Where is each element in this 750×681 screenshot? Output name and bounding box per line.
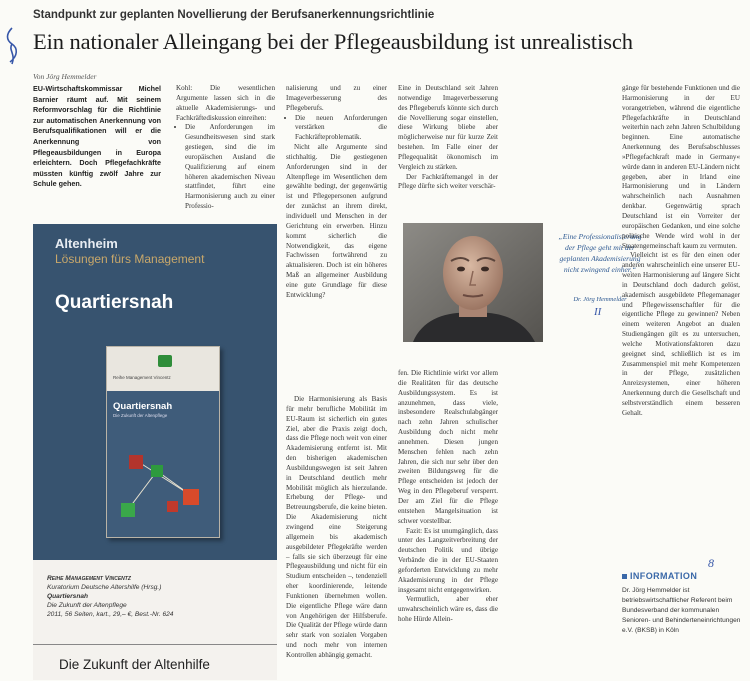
pencil-annotation-end: 8 [708,556,714,570]
cubes-illustration-icon [117,441,209,521]
book-cover-subtitle: Die Zukunft der Altenpflege [113,413,168,418]
kicker: Standpunkt zur geplanten Novellierung der Berufsanerkennungsrichtlinie [33,9,435,21]
headline: Ein nationaler Alleingang bei der Pflegeausbildung ist unrealistisch [33,29,633,54]
paragraph: Fazit: Es ist unumgänglich, dass unter des Langzeitverbreitung der deutschen Politik und übrige Verbände die in der EU-Staaten geforderten Entwicklung zu mehr Akademisierung in der Pflege insgesamt nicht entgegenwirken. [398,526,498,594]
paragraph: gänge für bestehende Funktionen und die Harmonisierung in der EU vorangetrieben, während die eigentliche Pflegefachkräfte in Deutschland weiterhin nach zehn Jahren Schulbildung beginnen. Eine automatische Anerkennung des Berufsabschlusses »Pflegefachkraft made in Germany« würde dann in anderen EU-Ländern nicht gegeben, aber in Irland eine Harmonisierung und in Ländern wahrscheinlich nach Ausnahmen denkbar. Gegenwärtig sprach Deutschland ist ein Vorreiter der europäischen Gedanken, und eine solche politische Wende wird wohl in der Staatengemeinschaft kaum zu vermuten. [622,84,740,250]
book-cover [106,346,220,538]
article-column-4b [398,369,498,625]
portrait-image [403,223,543,342]
book-advertisement[interactable] [33,224,277,680]
pull-quote: „Eine Professionalisierung der Pflege geht mit der geplanten Akademisierung nicht zwingend einher.“ [558,232,642,274]
ad-title: Quartiersnah [55,292,174,313]
ad-details: Reihe Management Vincentz Kuratorium Deutsche Altershilfe (Hrsg.) Quartiersnah Die Zukunft der Altenpflege 2011, 56 Seiten, kart., 29,– €, Best.-Nr. 624 [47,575,174,618]
ad-slogan: Die Zukunft der Altenhilfe [59,657,210,672]
paragraph: Die Harmonisierung als Basis für mehr berufliche Mobilität im EU-Raum ist sicherlich ein gutes Ziel, aber die Praxis zeigt doch, dass die Pflege noch weit von einer Akademisierung entfernt ist. Mit den bisherigen akademischen Ausbildungswegen ist seit Jahren in Deutschland deutlich mehr Mobilität möglich als hierzulande. Erhebung der Pflege- und Betreuungsberufe, die keine bieten. Die Akademisierung nicht zwingend eine Steigerung allgemein bis akademisch ausgebildeter Pflegekräfte werden – falls sie sich überzeugt für eine Pflegeausbildung und nicht für ein Studium entscheiden –, tendenziell eher koordinierende, leitende Funktionen übernehmen wollen. Die eigentliche Pflege wäre dann von Angehörigen der Hilfsberufe. Die Qualität der Pflege würde dann sehr stark von sozialen Vorgaben und noch mehr von internen Kontrollen abhängig gemacht. [286,395,387,659]
paragraph: nalisierung und zu einer Imageverbesserung des Pflegeberufs. [286,84,387,112]
bullet-item: • Die neuen Anforderungen verstärken die Fachkräfteproblematik. [295,114,387,144]
publisher-logo-icon [158,355,172,367]
article-column-2 [176,84,275,212]
paragraph: Vielleicht ist es für den einen oder anderen wahrscheinlich eine unserer EU-weiten Harmonisierung auf längere Sicht in Deutschland doch dadurch gelöst, akademisch ausgebildete Pflegemanager und Pflegewissenschaftler für die eigentliche Pflege zu gewinnen? Neben einem weiteren Angebot an dualen Studiengängen gilt es zu untersuchen, welche Motivationsfaktoren dazu geeignet sind, schließlich ist es im Zusammenspiel mit mehr Kompetenzen in der Pflege, zusätzlichen Anreizsystemen, einer höheren Anerkennung durch die Gesellschaft und selbstverständlich einem besseren Gehalt. [622,251,740,417]
byline: Von Jörg Hemmelder [33,72,97,81]
pull-quote-author: Dr. Jörg Hemmelder [573,296,627,303]
paragraph: Eine in Deutschland seit Jahren notwendige Imageverbesserung des Pflegeberufs könnte sich durch die Novellierung sogar einstellen, diese Wirkung bliebe aber möglicherweise nur für kurze Zeit bestehen. Im Falle einer der Pflegequalität ökonomisch im Vergleich zu stärken. [398,84,498,171]
bullet-item: • Die Anforderungen im Gesundheitswesen sind stark gestiegen, sind die im europäischen Ausland die Qualifizierung auf einem höheren akademischen Niveau stattfindet, führt eine Harmonisierung auch zu einer Professio- [185,123,275,212]
ad-banner [33,224,277,560]
ad-tagline: Lösungen fürs Management [55,252,205,266]
book-cover-title: Quartiersnah [113,401,173,412]
book-series: Reihe Management Vincentz [113,375,171,380]
pencil-mark-icon [2,26,22,66]
paragraph: Vermutlich, aber eher unwahrscheinlich wäre es, dass die hohe Hürde Allein- [398,595,498,624]
book-cover-band [107,391,219,537]
article-column-4 [398,84,498,192]
lead-paragraph: EU-Wirtschaftskommissar Michel Barnier räumt auf. Mit seinem Reformvorschlag für die Richtlinie zur automatischen Anerkennung von Berufsqualifikationen will er die Anerkennung von Pflegeausbildungen in Europa erleichtern. Doch Pflegefachkräfte müssten künftig zwölf Jahre zur Schule gehen. [33,84,161,189]
paragraph: Kohl: Die wesentlichen Argumente lassen sich in die aktuelle Akademisierungs- und Fachkräftediskussion einreihen: [176,84,275,122]
article-column-3b [286,395,387,661]
paragraph: Der Fachkräftemangel in der Pflege dürfte sich weiter verschär- [398,172,498,191]
info-heading: INFORMATION [622,571,697,581]
info-text: Dr. Jörg Hemmelder ist betriebswirtschaftlicher Referent beim Bundesverband der kommunalen Senioren- und Behinderteneinrichtungen e.V. (BKSB) in Köln [622,587,741,634]
paragraph: Nicht alle Argumente sind stichhaltig. Die gestiegenen Anforderungen sind in der Altenpflege im Wesentlichen dem gewählte bedingt, der gegenwärtig ist und Pflegepersonen aufgrund der zunächst an ihrem direkt, individuell und Menschen in der Gerichtung ein erwerben. Hinzu kommt sicherlich die Notwendigkeit, das eigene Fachwissen fortwährend zu aktualisieren. Doch ist ein höheres Maß an allgemeiner Ausbildung eine gute Grundlage für diese Entwicklung? [286,143,387,299]
paragraph: fen. Die Richtlinie wirkt vor allem die Realitäten für das deutsche Ausbildungssystem. Es ist anzunehmen, dass viele, insbesondere Realschulabgänger nach zehn Jahren schulischer Ausbildung doch nicht mehr annehmen. Diesen jungen Menschen fehlen nach zehn Jahren, die sich nur sehr über den zweiten Bildungsweg für die Pflege entscheiden ist jedoch der Weg in den Pflegeberuf versperrt. Der am Ziel für die Pflege entstehen Mangelsituation ist schwer vorstellbar. [398,369,498,525]
article-column-5 [622,84,740,419]
ad-brand: Altenheim [55,236,118,251]
article-column-3 [286,84,387,301]
author-photo [403,223,543,342]
info-bullet-icon [622,574,627,579]
pencil-annotation: II [594,306,602,318]
ad-slogan-bar [33,644,277,681]
